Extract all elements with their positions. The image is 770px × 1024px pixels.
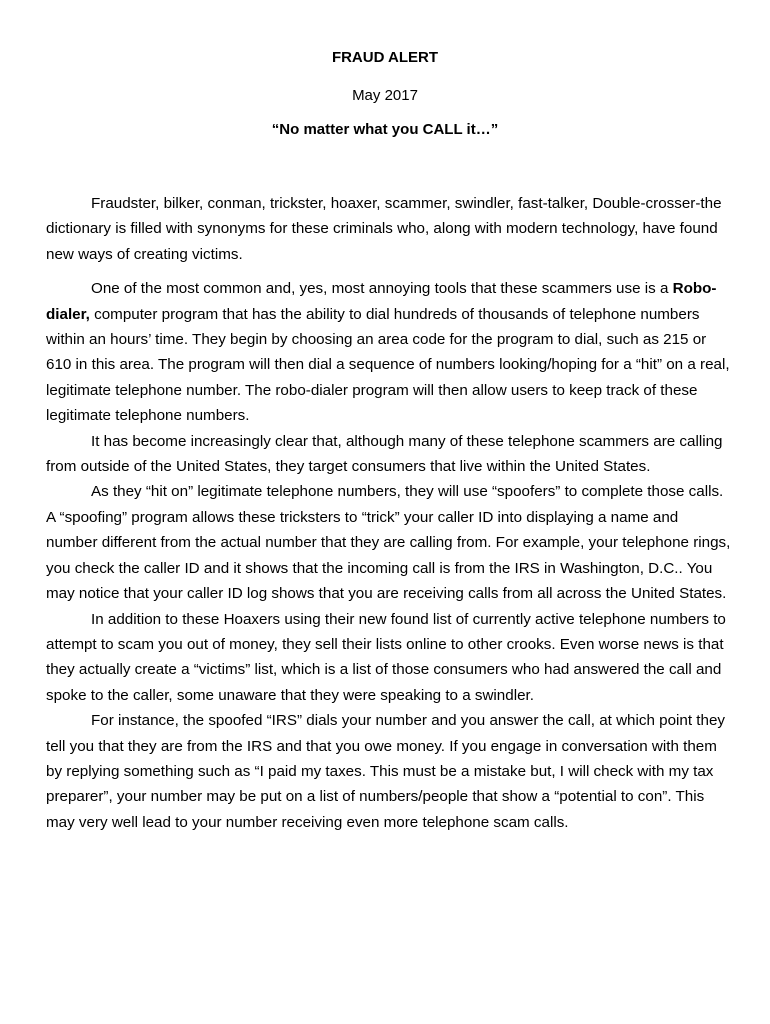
paragraph-robo-dialer-rest: computer program that has the ability to dial hundreds of thousands of telephone numbers within an hours’ time. They begin by choosing an area code for the program to dial, such as 215 or 610 in this area. The program will then dial a sequence of numbers looking/hoping for a “hit” on a real, legitimate telephone number. The robo-dialer program will then allow users to keep track of these legitimate telephone numbers. [46, 305, 730, 425]
document-title: FRAUD ALERT [331, 49, 439, 66]
paragraph-intro: Fraudster, bilker, conman, trickster, hoaxer, scammer, swindler, fast-talker, Double-crosser-the dictionary is filled with synonyms for these criminals who, along with modern technology, have found new ways of creating victims. [46, 195, 722, 263]
document-subtitle: “No matter what you CALL it…” [271, 121, 499, 138]
paragraph-outside-us: It has become increasingly clear that, although many of these telephone scammers are calling from outside of the United States, they target consumers that live within the United States. [46, 432, 723, 476]
paragraph-spoofers: As they “hit on” legitimate telephone numbers, they will use “spoofers” to complete those calls. A “spoofing” program allows these tricksters to “trick” your caller ID into displaying a name and number different from the actual number that they are calling from. For example, your telephone rings, you check the caller ID and it shows that the incoming call is from the IRS in Washington, D.C.. You may notice that your caller ID log shows that you are receiving calls from all across the United States. [46, 483, 731, 603]
paragraph-irs-example: For instance, the spoofed “IRS” dials your number and you answer the call, at which point they tell you that they are from the IRS and that you owe money. If you engage in conversation with them by replying something such as “I paid my taxes. This must be a mistake but, I will check with my tax preparer”, your number may be put on a list of numbers/people that show a “potential to con”. This may very well lead to your number receiving even more telephone scam calls. [46, 712, 725, 831]
paragraph-robo-dialer [46, 276, 731, 428]
paragraph-robo-dialer-lead: One of the most common and, yes, most annoying tools that these scammers use is a [91, 280, 673, 298]
document-body [46, 191, 731, 835]
document-date: May 2017 [352, 87, 418, 104]
paragraph-victims-list: In addition to these Hoaxers using their new found list of currently active telephone numbers to attempt to scam you out of money, they sell their lists online to other crooks. Even worse news is that they actually create a “victims” list, which is a list of those consumers who had answered the call and spoke to the caller, some unaware that they were speaking to a swindler. [46, 610, 726, 704]
robo-dialer-term: Robo-dialer, [46, 280, 717, 323]
